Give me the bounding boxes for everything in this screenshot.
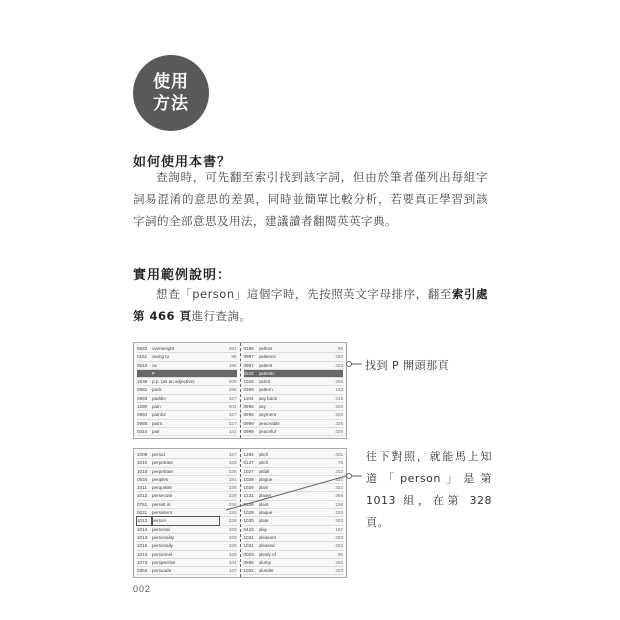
index-num: 1032 — [243, 568, 254, 574]
index-num: 1010 — [137, 468, 148, 474]
index-pg: 167 — [335, 526, 343, 532]
index-pg: 362 — [335, 370, 343, 376]
index-pg: 325 — [335, 412, 343, 418]
index-row — [137, 476, 237, 484]
index-num: 0353 — [137, 568, 148, 574]
index-row — [137, 484, 237, 492]
index-word: painful — [152, 412, 166, 418]
index-word: owing to — [152, 354, 170, 360]
index-pg: 325 — [335, 404, 343, 410]
index-word: overweight — [152, 346, 175, 351]
index-row — [244, 517, 344, 525]
index-word: plunder — [258, 568, 274, 574]
index-pg: 329 — [228, 534, 237, 540]
index-row — [137, 492, 237, 500]
index-word: patrol — [258, 379, 270, 385]
badge-line1: 使用 — [153, 72, 189, 92]
index-row — [137, 551, 237, 559]
index-pg: 401 — [335, 452, 343, 457]
index-word: pitch — [258, 460, 269, 466]
index-pg: 282 — [335, 559, 343, 565]
callout2-label: 往下對照，就能馬上知道「person」是第 1013 組，在第 328 頁。 — [366, 450, 492, 529]
index-num: 1011 — [137, 485, 147, 491]
index-pg: 195 — [228, 362, 237, 368]
index-pg: 329 — [228, 551, 237, 557]
index-word: paddle — [152, 395, 166, 401]
index-num: 0443 — [243, 526, 254, 532]
index-word: peoples — [152, 476, 169, 482]
index-num: 1012 — [137, 493, 148, 499]
section1-body: 查詢時，可先翻至索引找到該字詞，但由於筆者僅列出每組字詞易混淆的意思的差異，同時並簡單比較分析，若要真正學習到該字詞的全部意思及用法，建議讀者翻閱英英字典。 — [133, 170, 488, 228]
index-num: 1018 — [243, 379, 254, 385]
index-row — [244, 492, 344, 500]
index-row — [137, 395, 237, 403]
usage-badge — [133, 55, 209, 131]
index-word: plump — [258, 559, 272, 565]
index-word: pleasant — [258, 534, 276, 540]
index-word: pattern — [258, 387, 273, 393]
index-word: pitch — [258, 452, 269, 457]
index-word: persuade — [152, 568, 172, 574]
index-column-left — [134, 449, 240, 577]
index-pg: 329 — [228, 543, 237, 549]
index-pg: 333 — [335, 362, 343, 368]
index-word: perpetrate — [152, 460, 173, 466]
index-row — [244, 411, 344, 419]
index-num: 0999 — [243, 428, 254, 434]
index-num: 0999 — [243, 420, 254, 426]
index-row — [244, 459, 344, 467]
index-num: 0534 — [137, 476, 148, 482]
index-num: 0985 — [137, 420, 148, 426]
section1-title: 如何使用本書？ — [133, 155, 232, 170]
index-row — [137, 534, 237, 542]
index-word: patriotic — [258, 370, 275, 376]
index-num: 0998 — [243, 412, 254, 418]
index-num: 0543 — [137, 362, 148, 368]
index-word: perquisite — [152, 485, 172, 491]
index-num: 1029 — [243, 510, 254, 516]
index-pg: 137 — [228, 568, 237, 574]
index-word: perpetrate — [152, 468, 173, 474]
index-word: plenty of — [258, 551, 276, 557]
index-word: patience — [258, 354, 276, 360]
index-pg: 604 — [228, 404, 237, 410]
section2-body-pre: 想查「person」這個字時，先按照英文字母排序，翻至 — [156, 287, 452, 301]
index-pg: 325 — [335, 420, 343, 426]
index-word: personality — [152, 534, 175, 540]
index-num: 0369 — [243, 387, 254, 393]
index-word: pack — [152, 387, 162, 393]
index-num: 0003 — [243, 551, 254, 557]
index-num: 1014 — [137, 551, 148, 557]
index-pg: 86 — [337, 346, 343, 351]
index-row — [137, 567, 237, 575]
index-word: pay back — [258, 395, 277, 401]
index-row — [244, 395, 344, 403]
index-pg: 196 — [335, 501, 343, 507]
index-word: pair — [152, 428, 160, 434]
index-column-right — [240, 343, 347, 438]
index-num: 0155 — [243, 346, 254, 351]
index-word: pitfall — [258, 468, 270, 474]
index-num: 0127 — [243, 460, 254, 466]
index-word: persecute — [152, 493, 173, 499]
index-row — [137, 517, 237, 525]
section2-body-bold: 索引處第 466 頁 — [133, 287, 489, 323]
index-row — [137, 459, 237, 467]
index-num: 1016 — [137, 543, 148, 549]
index-num: 1231 — [243, 493, 254, 499]
index-num: 1010 — [137, 460, 148, 466]
index-num: 1027 — [243, 468, 254, 474]
index-row — [244, 353, 344, 361]
index-pg: 332 — [335, 468, 343, 474]
index-row — [244, 534, 344, 542]
index-num: 0998 — [243, 404, 254, 410]
index-word: pay — [258, 404, 266, 410]
index-num — [137, 370, 152, 377]
index-pg: 328 — [228, 518, 237, 524]
index-row — [244, 345, 344, 353]
index-pg: 78 — [337, 460, 343, 466]
callout1-label: 找到 P 開頭那頁 — [365, 359, 450, 372]
index-row — [244, 451, 344, 459]
index-row — [137, 378, 237, 386]
index-pg: 290 — [335, 379, 343, 385]
index-pg: 328 — [228, 493, 237, 499]
index-num: 1014 — [137, 526, 148, 532]
callout1-dot — [347, 362, 352, 367]
index-num: 0344 — [137, 428, 148, 434]
index-word: plague — [258, 476, 273, 482]
index-num: 1029 — [243, 485, 254, 491]
index-row — [244, 509, 344, 517]
index-num: 1030 — [243, 518, 254, 524]
index-num: 0539 — [243, 501, 254, 507]
index-column-left — [134, 343, 240, 438]
index-row — [137, 386, 237, 394]
index-table-person — [133, 448, 347, 578]
index-num: 0983 — [137, 395, 148, 401]
index-pg: 327 — [228, 412, 237, 418]
index-word: persist in — [152, 501, 171, 507]
index-pg: 333 — [335, 543, 343, 549]
index-row — [244, 559, 344, 567]
index-pg: 332 — [335, 485, 343, 491]
index-row — [244, 420, 344, 428]
index-pg: 609 — [228, 379, 237, 385]
index-word: plain — [258, 485, 269, 491]
index-word: perspective — [152, 559, 176, 565]
index-word: play — [258, 526, 267, 532]
index-row — [244, 468, 344, 476]
index-num: 0997 — [243, 362, 254, 368]
index-row — [137, 353, 237, 361]
index-pg: 288 — [228, 387, 237, 393]
index-num: 0582 — [137, 387, 148, 393]
index-num: 1013 — [137, 517, 152, 524]
index-pg: 89 — [231, 354, 237, 360]
index-row — [244, 542, 344, 550]
index-word: P — [152, 370, 156, 376]
index-pg: 256 — [228, 501, 237, 507]
index-word: period — [152, 452, 165, 457]
index-num: 0751 — [137, 501, 148, 507]
index-pg: 388 — [335, 493, 343, 499]
index-num: 1031 — [243, 543, 254, 549]
index-row — [244, 501, 344, 509]
index-pg: 152 — [335, 387, 343, 393]
section2-body — [133, 283, 488, 327]
index-pg: 332 — [335, 476, 343, 482]
index-word: personal — [152, 526, 170, 532]
section2-body-post: 進行查詢。 — [191, 309, 252, 323]
index-num: 1031 — [243, 534, 254, 540]
index-pg — [219, 370, 237, 377]
index-row — [244, 551, 344, 559]
index-word: pleased — [258, 543, 275, 549]
index-row — [244, 484, 344, 492]
index-row — [137, 411, 237, 419]
index-pg: 333 — [335, 568, 343, 574]
index-num: 0222 — [243, 370, 254, 376]
index-row — [137, 509, 237, 517]
index-num: 1013 — [137, 534, 148, 540]
index-row — [137, 451, 237, 459]
index-pg: 98 — [337, 551, 343, 557]
index-row — [137, 468, 237, 476]
index-row — [137, 345, 237, 353]
index-num: 0161 — [137, 354, 148, 360]
index-pg: 327 — [228, 395, 237, 401]
index-word: peaceable — [258, 420, 280, 426]
index-row — [137, 559, 237, 567]
index-pg: 327 — [228, 420, 237, 426]
index-pg: 281 — [228, 346, 237, 351]
index-pg: 344 — [228, 559, 237, 565]
index-word: ox — [152, 362, 157, 368]
index-row — [244, 428, 344, 436]
index-num: 1284 — [243, 452, 254, 457]
index-pg: 328 — [228, 468, 237, 474]
index-word: p.p. (as an adjective) — [152, 379, 195, 385]
index-column-right — [240, 449, 347, 577]
index-pg: 153 — [228, 510, 237, 516]
index-word: planet — [258, 493, 272, 499]
index-num: 1073 — [137, 559, 148, 565]
index-row — [244, 378, 344, 386]
index-word: pain — [152, 404, 161, 410]
index-pg: 328 — [228, 485, 237, 491]
index-num: 1028 — [243, 476, 254, 482]
index-pg: 315 — [335, 395, 343, 401]
index-pg: 333 — [335, 510, 343, 516]
index-row — [137, 403, 237, 411]
index-num: 1104 — [243, 395, 254, 401]
index-word: persistent — [152, 510, 172, 516]
index-pg: 325 — [335, 428, 343, 434]
index-word: pathos — [258, 346, 273, 351]
index-word: paint — [152, 420, 162, 426]
index-num: 0553 — [137, 346, 148, 351]
index-pg: 329 — [228, 526, 237, 532]
index-num: 0997 — [243, 354, 254, 360]
index-word: payment — [258, 412, 277, 418]
index-word: personally — [152, 543, 173, 549]
index-row — [137, 542, 237, 550]
index-num: 1538 — [137, 379, 148, 385]
page-number: 002 — [133, 584, 152, 594]
index-num: 0021 — [137, 510, 148, 516]
index-pg: 141 — [228, 428, 237, 434]
index-row — [137, 428, 237, 436]
section2-title: 實用範例說明： — [133, 268, 232, 283]
index-num: 0555 — [243, 559, 254, 565]
index-row — [244, 370, 344, 378]
index-num: 1290 — [137, 404, 148, 410]
index-word: plant — [258, 501, 269, 507]
index-pg: 333 — [335, 354, 343, 360]
index-row — [137, 370, 237, 378]
index-pg: 333 — [335, 534, 343, 540]
index-row — [244, 362, 344, 370]
index-word: patient — [258, 362, 273, 368]
index-row — [137, 526, 237, 534]
badge-line2: 方法 — [153, 94, 189, 114]
index-pg: 333 — [335, 518, 343, 524]
index-pg: 181 — [228, 476, 237, 482]
index-row — [137, 501, 237, 509]
index-num: 0984 — [137, 412, 148, 418]
index-table-p-start — [133, 342, 347, 439]
callout2-dot — [347, 474, 352, 479]
index-word: personnel — [152, 551, 173, 557]
index-row — [244, 526, 344, 534]
index-word: peaceful — [258, 428, 276, 434]
index-row — [137, 362, 237, 370]
index-word: plaque — [258, 510, 273, 516]
index-row — [244, 386, 344, 394]
index-row — [244, 476, 344, 484]
index-pg: 327 — [228, 452, 237, 457]
index-num: 1009 — [137, 452, 148, 457]
index-row — [244, 403, 344, 411]
index-row — [137, 420, 237, 428]
index-pg: 328 — [228, 460, 237, 466]
index-word: person — [152, 517, 219, 524]
index-row — [244, 567, 344, 575]
index-word: plate — [258, 518, 269, 524]
